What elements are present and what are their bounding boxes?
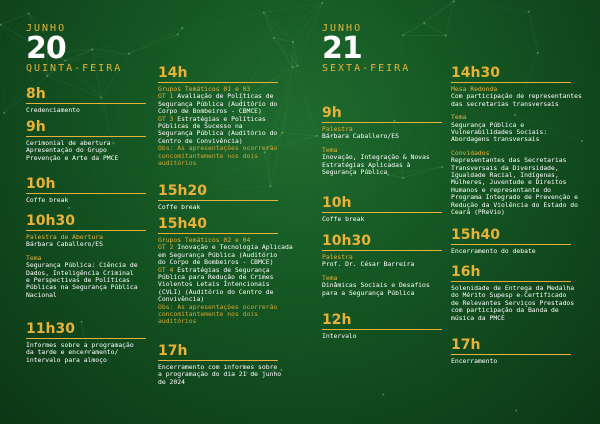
- slot-label: Tema: [451, 113, 467, 122]
- slot-text: Intervalo: [322, 332, 357, 340]
- slot-time: 9h: [26, 119, 46, 135]
- slot-time: 14h: [158, 65, 188, 81]
- network-node: [273, 37, 275, 39]
- slot-text: Encerramento com informes sobre: [158, 363, 278, 371]
- slot-text: Encerramento do debate: [451, 247, 536, 255]
- slot-label: Tema: [322, 273, 338, 282]
- slot-text: do Corpo de Bombeiros - CBMCE): [158, 258, 274, 267]
- gt-tag: GT 3: [158, 114, 174, 123]
- slot-text: Coffe break: [158, 203, 201, 211]
- slot-text: Mulheres, Juventude e Direitos: [451, 178, 567, 187]
- schedule-slot-8h: [26, 87, 148, 114]
- schedule-slot-10h: [26, 177, 148, 204]
- slot-note: concomitantemente nos dois: [158, 310, 259, 319]
- slot-time: 11h30: [26, 321, 75, 337]
- slot-divider: [158, 200, 278, 201]
- slot-text: Bárbara Caballero/ES: [26, 240, 103, 249]
- slot-divider: [158, 82, 278, 83]
- network-line: [182, 13, 263, 28]
- slot-time: 15h40: [158, 216, 207, 232]
- slot-time: 8h: [26, 86, 46, 102]
- network-node: [28, 13, 30, 15]
- network-node: [68, 207, 70, 209]
- slot-divider: [26, 230, 146, 231]
- slot-label: Palestra: [322, 253, 353, 261]
- slot-text: e Perspectivas de Políticas: [26, 276, 130, 285]
- slot-text: Credenciamento: [26, 106, 80, 114]
- slot-text: Segurança Pública (Auditório do: [158, 129, 278, 138]
- slot-text: do Mérito Supesp e Certificado: [451, 291, 567, 300]
- network-node: [263, 12, 265, 14]
- slot-text: das secretarias transversais: [451, 99, 559, 108]
- day2-number: 21: [322, 31, 362, 66]
- slot-divider: [26, 136, 146, 137]
- network-line: [1, 25, 5, 113]
- slot-text: com participação da Banda de: [451, 306, 559, 315]
- slot-text: Prevenção e Arte da PMCE: [26, 153, 119, 162]
- slot-label: Tema: [26, 253, 42, 262]
- slot-text: GT 2 Inovação e Tecnologia Aplicada: [158, 243, 293, 252]
- network-line: [292, 3, 322, 67]
- slot-label: Tema: [322, 145, 338, 154]
- network-node: [46, 75, 48, 77]
- slot-divider: [451, 281, 571, 282]
- slot-time: 15h20: [158, 183, 207, 199]
- slot-text: Igualdade Racial, Indígenas,: [451, 171, 559, 180]
- slot-text: de 2024: [158, 377, 185, 386]
- slot-text: Abordagens transversais: [451, 135, 540, 144]
- slot-time: 16h: [451, 264, 481, 280]
- slot-time: 10h: [26, 176, 56, 192]
- network-node: [321, 2, 323, 4]
- slot-text: em Segurança Pública (Auditório: [158, 250, 278, 259]
- network-node: [528, 11, 530, 13]
- day2-weekday: SEXTA-FEIRA: [322, 63, 411, 74]
- slot-divider: [322, 250, 442, 251]
- slot-text: GT 4 Estratégias de Segurança: [158, 265, 270, 274]
- slot-text: Inovação, Integração & Novas: [322, 153, 430, 162]
- slot-note: auditórios: [158, 159, 197, 168]
- slot-text: Com participação de representantes: [451, 92, 582, 101]
- slot-label: Palestra: [322, 125, 353, 133]
- network-node: [383, 393, 385, 395]
- gt-tag: GT 2: [158, 243, 174, 252]
- slot-text: música da PMCE: [451, 313, 505, 322]
- slot-divider: [26, 193, 146, 194]
- slot-label: Mesa Redonda: [451, 85, 498, 93]
- network-line: [182, 28, 273, 38]
- slot-divider: [451, 244, 571, 245]
- slot-note: Obs: As apresentações ocorrerão: [158, 302, 278, 311]
- slot-text: Violentos Letais Intencionais: [158, 280, 270, 289]
- slot-text: Corpo de Bombeiros - CBMCE): [158, 107, 262, 116]
- network-line: [454, 1, 529, 11]
- schedule-slot-15h20: [158, 184, 298, 211]
- slot-time: 10h30: [26, 213, 75, 229]
- slot-text: para a Segurança Pública: [322, 288, 415, 297]
- slot-label: Convidados: [451, 148, 490, 157]
- network-node: [181, 27, 183, 29]
- gt-tag: GT 1: [158, 92, 174, 101]
- network-line: [264, 13, 274, 38]
- schedule-slot-11h30: [26, 322, 148, 364]
- schedule-slot-10h30: [322, 234, 450, 297]
- slot-divider: [322, 329, 442, 330]
- slot-label: Palestra de Abertura: [26, 233, 103, 241]
- slot-text: Ceará (PReVio): [451, 208, 505, 217]
- schedule-slot-9h: [322, 106, 450, 176]
- network-node: [177, 34, 179, 36]
- network-line: [297, 66, 316, 136]
- slot-text: Bárbara Caballero/ES: [322, 132, 399, 141]
- day1-number: 20: [26, 31, 66, 66]
- day1-header: [26, 24, 148, 74]
- slot-text: Segurança Pública (Auditório do: [158, 99, 278, 108]
- slot-note: Obs: As apresentações ocorrerão: [158, 144, 278, 153]
- slot-text: Convivência): [158, 295, 205, 304]
- slot-text: Coffe break: [26, 196, 69, 204]
- slot-text: Prof. Dr. César Barreira: [322, 260, 415, 269]
- slot-text: Representantes das Secretarias: [451, 156, 567, 165]
- slot-text: Cerimonial de abertura: [26, 139, 111, 147]
- slot-text: a programação do dia 21 de junho: [158, 370, 282, 379]
- network-line: [274, 3, 323, 38]
- slot-text: Coffe break: [322, 215, 365, 223]
- slot-text: Programa Integrado de Prevenção e: [451, 193, 578, 202]
- schedule-slot-9h: [26, 120, 148, 162]
- schedule-slot-10h30: [26, 214, 148, 299]
- network-line: [529, 12, 538, 53]
- network-line: [297, 3, 322, 66]
- slot-time: 15h40: [451, 227, 500, 243]
- network-line: [264, 3, 323, 12]
- slot-divider: [26, 103, 146, 104]
- slot-text: GT 1 Avaliação de Políticas de: [158, 92, 274, 101]
- day1-month: JUNHO: [26, 23, 67, 34]
- day2-header: [322, 24, 450, 74]
- slot-divider: [158, 233, 278, 234]
- network-node: [515, 410, 517, 412]
- slot-text: Transversais da Diversidade,: [451, 163, 559, 172]
- slot-text: Dinâmicas Sociais e Desafios: [322, 281, 430, 290]
- slot-text: de Relevantes Serviços Prestados: [451, 298, 575, 307]
- slot-label: Grupos Temáticos 02 e 04: [158, 236, 251, 244]
- day2-month: JUNHO: [322, 23, 363, 34]
- slot-text: Segurança Pública: Ciência de: [26, 261, 138, 270]
- slot-divider: [26, 338, 146, 339]
- slot-text: GT 3 Estratégias e Políticas: [158, 114, 266, 123]
- network-node: [537, 52, 539, 54]
- slot-text: da tarde e encerramento/: [26, 348, 119, 357]
- network-node: [402, 177, 404, 179]
- schedule-slot-15h40: [451, 228, 585, 255]
- schedule-slot-17h: [451, 338, 585, 365]
- slot-note: auditórios: [158, 317, 197, 326]
- slot-divider: [451, 82, 571, 83]
- schedule-slot-12h: [322, 313, 450, 340]
- slot-text: Vulnerabilidades Sociais:: [451, 128, 548, 137]
- slot-text: Segurança Pública: [322, 168, 388, 177]
- slot-divider: [322, 212, 442, 213]
- slot-time: 10h30: [322, 233, 371, 249]
- slot-text: (CVLI) (Auditório do Centro de: [158, 287, 274, 296]
- slot-text: Nacional: [26, 290, 57, 299]
- slot-time: 12h: [322, 312, 352, 328]
- schedule-slot-17h: [158, 344, 298, 386]
- schedule-slot-14h: [158, 66, 298, 167]
- slot-divider: [322, 122, 442, 123]
- schedule-slot-16h: [451, 265, 585, 322]
- slot-time: 9h: [322, 105, 342, 121]
- gt-tag: GT 4: [158, 265, 174, 274]
- network-node: [316, 135, 318, 137]
- slot-time: 10h: [322, 195, 352, 211]
- slot-text: Apresentação do Grupo: [26, 146, 107, 155]
- slot-time: 14h30: [451, 65, 500, 81]
- network-line: [446, 12, 529, 36]
- network-line: [178, 13, 264, 35]
- slot-text: intervalo para almoço: [26, 355, 107, 364]
- slot-text: Informes sobre a programação: [26, 341, 134, 349]
- slot-divider: [451, 354, 571, 355]
- slot-text: Públicas de Sucesso na: [158, 122, 243, 131]
- slot-text: Pública para Redução de Crimes: [158, 273, 274, 282]
- slot-divider: [158, 360, 278, 361]
- network-line: [293, 3, 322, 42]
- network-line: [274, 38, 293, 67]
- network-node: [453, 0, 455, 2]
- slot-time: 17h: [158, 343, 188, 359]
- slot-time: 17h: [451, 337, 481, 353]
- slot-text: Encerramento: [451, 357, 498, 365]
- network-line: [1, 14, 29, 25]
- slot-label: Grupos Temáticos 01 e 03: [158, 85, 251, 93]
- slot-text: Estratégias Aplicadas à: [322, 160, 411, 169]
- slot-text: Dados, Inteligência Criminal: [26, 268, 134, 277]
- schedule-slot-10h: [322, 196, 450, 223]
- network-node: [3, 112, 5, 114]
- network-node: [292, 41, 294, 43]
- slot-text: Segurança Pública e: [451, 120, 525, 129]
- day1-weekday: QUINTA-FEIRA: [26, 63, 123, 74]
- slot-text: Públicas na Segurança Pública: [26, 283, 138, 292]
- slot-text: Solenidade de Entrega da Medalha: [451, 284, 575, 292]
- network-line: [446, 36, 538, 54]
- slot-text: Centro de Convivência): [158, 136, 243, 145]
- slot-text: Redução da Violência do Estado do: [451, 200, 578, 209]
- slot-text: Humanos e representante do: [451, 185, 552, 194]
- schedule-slot-15h40: [158, 217, 298, 326]
- slot-note: concomitantemente nos dois: [158, 151, 259, 160]
- schedule-slot-14h30: [451, 66, 585, 217]
